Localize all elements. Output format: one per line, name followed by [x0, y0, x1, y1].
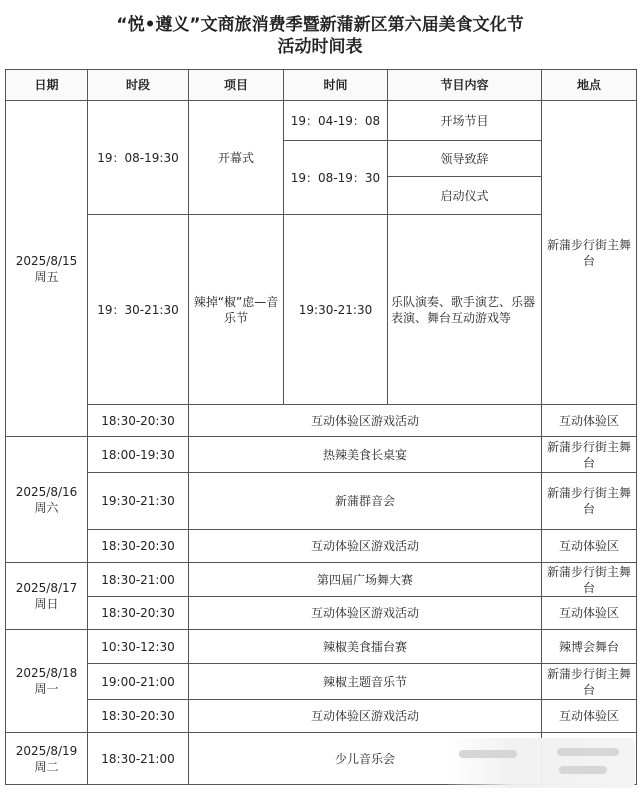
project-cell: 辣掉“椒”虑—音乐节	[189, 215, 284, 405]
slot-cell: 18:30-20:30	[88, 700, 189, 733]
content-cell: 互动体验区游戏活动	[189, 700, 542, 733]
location-cell: 新蒲步行街主舞台	[542, 437, 637, 473]
location-cell: 新蒲步行街主舞台	[542, 664, 637, 700]
document-title	[0, 14, 640, 62]
location-cell: 新蒲步行街主舞台	[542, 473, 637, 530]
slot-cell: 19：30-21:30	[88, 215, 189, 405]
table-row	[6, 405, 637, 437]
content-cell: 开场节目	[388, 101, 542, 141]
location-cell: 互动体验区	[542, 700, 637, 733]
location-cell: 互动体验区	[542, 405, 637, 437]
content-cell: 启动仪式	[388, 177, 542, 215]
schedule-table	[5, 69, 637, 785]
location-cell: 新蒲步行街主舞台	[542, 101, 637, 405]
header-slot: 时段	[88, 70, 189, 101]
time-cell: 19：04-19：08	[284, 101, 388, 141]
content-cell: 热辣美食长桌宴	[189, 437, 542, 473]
weekday-text: 周日	[34, 597, 59, 611]
slot-cell: 18:30-20:30	[88, 530, 189, 563]
content-cell: 辣椒美食擂台赛	[189, 630, 542, 664]
header-time: 时间	[284, 70, 388, 101]
content-cell: 互动体验区游戏活动	[189, 405, 542, 437]
date-text: 2025/8/19	[15, 743, 78, 758]
content-cell: 辣椒主题音乐节	[189, 664, 542, 700]
content-cell: 互动体验区游戏活动	[189, 530, 542, 563]
location-cell: 辣博会舞台	[542, 630, 637, 664]
slot-cell: 18:00-19:30	[88, 437, 189, 473]
header-content: 节目内容	[388, 70, 542, 101]
content-cell: 第四届广场舞大赛	[189, 563, 542, 597]
slot-cell: 18:30-21:00	[88, 733, 189, 785]
header-location: 地点	[542, 70, 637, 101]
date-cell	[6, 437, 88, 563]
date-cell	[6, 101, 88, 437]
location-cell: 互动体验区	[542, 597, 637, 630]
slot-cell: 18:30-20:30	[88, 597, 189, 630]
table-row	[6, 664, 637, 700]
date-cell	[6, 630, 88, 733]
content-cell: 乐队演奏、歌手演艺、乐器表演、舞台互动游戏等	[388, 215, 542, 405]
table-row	[6, 101, 637, 141]
date-text: 2025/8/16	[15, 484, 78, 499]
date-text: 2025/8/18	[15, 666, 78, 680]
weekday-text: 周二	[34, 759, 59, 774]
slot-cell: 19:30-21:30	[88, 473, 189, 530]
table-row	[6, 473, 637, 530]
slot-cell: 18:30-20:30	[88, 405, 189, 437]
title-line-2: 活动时间表	[277, 37, 363, 57]
table-row	[6, 437, 637, 473]
date-cell	[6, 563, 88, 630]
date-cell	[6, 733, 88, 785]
table-row	[6, 630, 637, 664]
content-cell: 少儿音乐会	[189, 733, 542, 785]
header-project: 项目	[189, 70, 284, 101]
time-cell: 19:30-21:30	[284, 215, 388, 405]
project-cell: 开幕式	[189, 101, 284, 215]
content-cell: 新蒲群音会	[189, 473, 542, 530]
content-cell: 互动体验区游戏活动	[189, 597, 542, 630]
slot-cell: 19:00-21:00	[88, 664, 189, 700]
content-cell: 领导致辞	[388, 141, 542, 177]
slot-cell: 19：08-19:30	[88, 101, 189, 215]
slot-cell: 10:30-12:30	[88, 630, 189, 664]
weekday-text: 周五	[34, 269, 59, 284]
location-cell: 新蒲步行街主舞台	[542, 563, 637, 597]
weekday-text: 周一	[34, 682, 59, 696]
table-row	[6, 563, 637, 597]
header-date: 日期	[6, 70, 88, 101]
slot-cell: 18:30-21:00	[88, 563, 189, 597]
table-row	[6, 597, 637, 630]
date-text: 2025/8/17	[15, 581, 78, 595]
table-row	[6, 700, 637, 733]
table-row	[6, 530, 637, 563]
watermark-overlay	[447, 738, 635, 788]
weekday-text: 周六	[34, 500, 59, 515]
date-text: 2025/8/15	[15, 253, 78, 268]
time-cell: 19：08-19：30	[284, 141, 388, 215]
header-row	[6, 70, 637, 101]
location-cell: 互动体验区	[542, 530, 637, 563]
title-line-1: “悦•遵义”文商旅消费季暨新蒲新区第六届美食文化节	[116, 15, 524, 35]
